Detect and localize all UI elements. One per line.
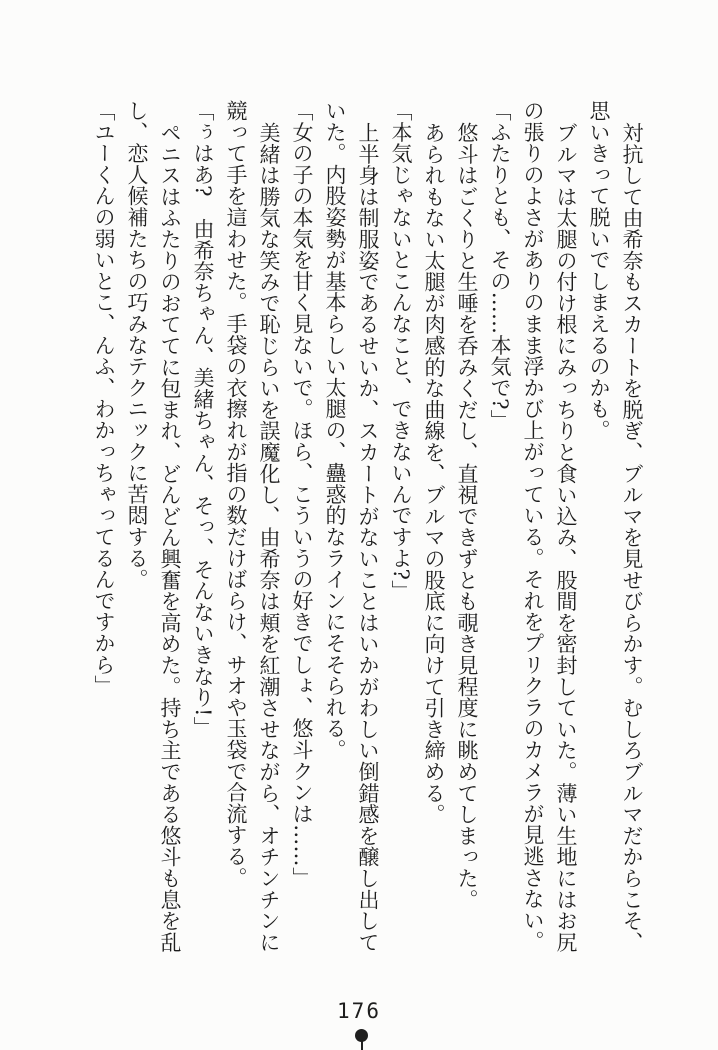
text-column: ブルマは太腿の付け根にみっちりと食い込み、股間を密封していた。薄い生地にはお尻: [554, 121, 578, 953]
text-column: 上半身は制服姿であるせいか、スカートがないことはいかがわしい倒錯感を醸し出して: [356, 121, 380, 953]
text-column: 「女の子の本気を甘く見ないで。ほら、こういうの好きでしょ、悠斗クンは……」: [290, 100, 314, 889]
click-marker: [355, 1029, 369, 1050]
text-column: の張りのよさがありのまま浮かび上がっている。それをプリクラのカメラが見逃さない。: [521, 100, 545, 952]
text-column: し、恋人候補たちの巧みなテクニックに苦悶する。: [125, 100, 149, 590]
text-column: 「本気じゃないとこんなこと、できないんですよ?」: [389, 100, 413, 602]
text-column: ペニスはふたりのおててに包まれ、どんどん興奮を高めた。持ち主である悠斗も息を乱: [158, 121, 182, 953]
page-text-vertical: [80, 100, 648, 965]
text-column: 対抗して由希奈もスカートを脱ぎ、ブルマを見せびらかす。むしろブルマだからこそ、: [620, 121, 644, 953]
text-column: 「ぅはあ? 由希奈ちゃん、美緒ちゃん、そっ、そんないきなり!」: [191, 100, 215, 738]
text-column: 思いきって脱いでしまえるのかも。: [587, 100, 611, 441]
text-column: 「ユーくんの弱いとこ、んふ、わかっちゃってるんですから」: [92, 100, 116, 697]
page-number: 176: [337, 999, 381, 1023]
text-column: 美緒は勝気な笑みで恥じらいを誤魔化し、由希奈は頬を紅潮させながら、オチンチンに: [257, 121, 281, 953]
text-column: いた。内股姿勢が基本らしい太腿の、蠱惑的なラインにそそられる。: [323, 100, 347, 761]
text-column: あられもない太腿が肉感的な曲線を、ブルマの股底に向けて引き締める。: [422, 121, 446, 825]
text-column: 「ふたりとも、その……本気で?」: [488, 100, 512, 432]
text-column: 競って手を這わせた。手袋の衣擦れが指の数だけばらけ、サオや玉袋で合流する。: [224, 100, 248, 889]
marker-stem: [361, 1040, 363, 1050]
text-column: 悠斗はごくりと生唾を呑みくだし、直視できずとも覗き見程度に眺めてしまった。: [455, 121, 479, 910]
